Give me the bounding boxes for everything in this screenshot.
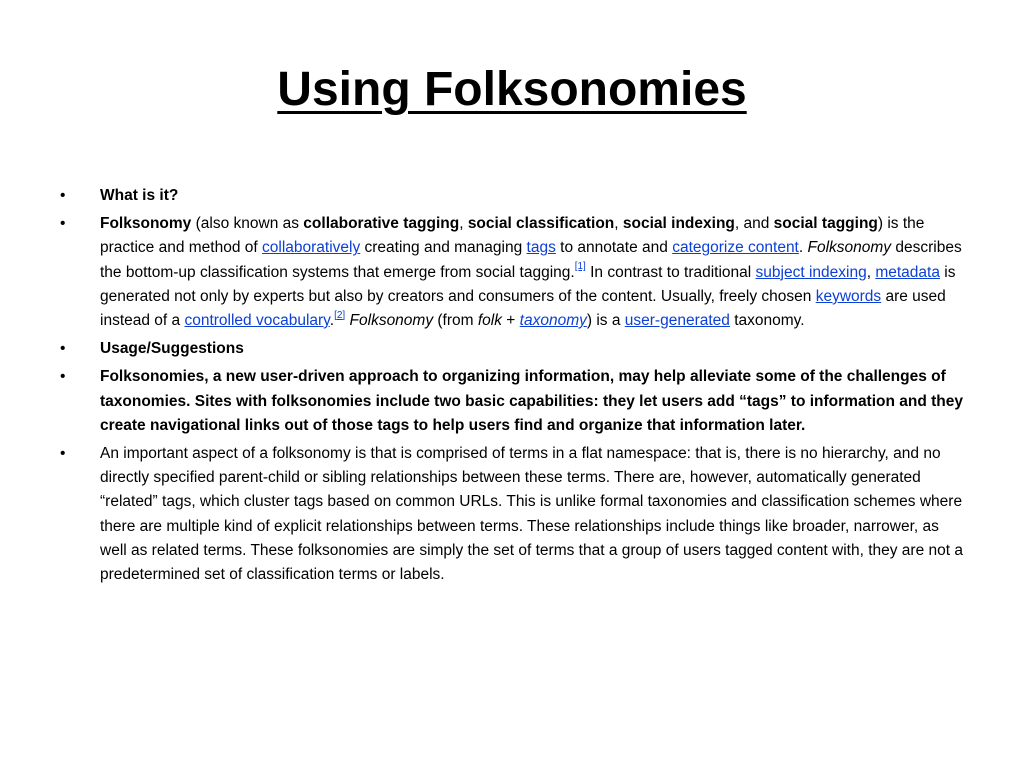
text-run: In contrast to traditional bbox=[585, 263, 756, 281]
term-folksonomy-italic: Folksonomy bbox=[349, 312, 434, 330]
bullet-icon: • bbox=[60, 215, 66, 233]
text-run: , bbox=[614, 215, 623, 233]
term-folksonomy: Folksonomy bbox=[100, 215, 192, 233]
text-run: ) is a bbox=[586, 312, 625, 330]
bullet-item-flat-namespace bbox=[60, 442, 965, 587]
bullet-text-flat-namespace: An important aspect of a folksonomy is that is comprised of terms in a flat namespace: that is, there is no hierarchy, and no directly specified parent-child or sibling relationships between these terms. There are, however, automatically generated “related” tags, which cluster tags based on common URLs. This is unlike formal taxonomies and classification schemes where there are multiple kind of explicit relationships between terms. These relationships include things like broader, narrower, as well as related terms. These folksonomies are simply the set of terms that a group of users tagged content with, they are not a predetermined set of classification terms or labels. bbox=[100, 445, 963, 584]
bullet-item-folksonomies-approach bbox=[60, 365, 965, 438]
bullet-heading-usage-suggestions: Usage/Suggestions bbox=[100, 340, 244, 358]
text-run: creating and managing bbox=[360, 239, 527, 257]
slide-title: Using Folksonomies bbox=[277, 63, 747, 116]
bullet-icon: • bbox=[60, 445, 66, 463]
text-run: taxonomy. bbox=[729, 312, 805, 330]
citation-link-2[interactable]: [2] bbox=[334, 309, 346, 321]
link-collaboratively[interactable]: collaboratively bbox=[262, 239, 361, 257]
term-social-indexing: social indexing bbox=[622, 215, 735, 233]
link-user-generated[interactable]: user-generated bbox=[624, 312, 730, 330]
text-run: are used instead of a bbox=[100, 287, 946, 330]
bullet-icon: • bbox=[60, 187, 66, 204]
bullet-item-usage-suggestions bbox=[60, 337, 965, 361]
text-run: ) is the practice and method of bbox=[100, 215, 925, 257]
link-metadata[interactable]: metadata bbox=[875, 263, 940, 281]
link-taxonomy[interactable]: taxonomy bbox=[519, 312, 587, 330]
link-categorize-content[interactable]: categorize content bbox=[672, 239, 799, 257]
bullet-heading-what-is-it: What is it? bbox=[100, 187, 179, 204]
term-folksonomy-italic: Folksonomy bbox=[807, 239, 892, 257]
text-run: describes the bottom-up classification systems that emerge from social tagging. bbox=[100, 239, 962, 281]
text-run: to annotate and bbox=[555, 239, 673, 257]
link-controlled-vocabulary[interactable]: controlled vocabulary bbox=[184, 312, 330, 330]
term-folk-italic: folk bbox=[477, 312, 502, 330]
link-subject-indexing[interactable]: subject indexing bbox=[755, 263, 867, 281]
text-run: , bbox=[459, 215, 468, 233]
text-run: , bbox=[866, 263, 876, 281]
bullet-icon: • bbox=[60, 368, 66, 386]
bullet-icon: • bbox=[60, 340, 66, 358]
text-run: , and bbox=[734, 215, 774, 233]
term-social-tagging: social tagging bbox=[773, 215, 878, 233]
link-keywords[interactable]: keywords bbox=[815, 287, 882, 305]
bullet-item-folksonomy-definition bbox=[60, 212, 965, 333]
term-collaborative-tagging: collaborative tagging bbox=[303, 215, 460, 233]
text-run: is generated not only by experts but also by creators and consumers of the content. Usually, freely chosen bbox=[100, 263, 956, 305]
text-run: + bbox=[502, 312, 520, 330]
bullet-list bbox=[60, 184, 965, 591]
text-run: . bbox=[798, 239, 808, 257]
term-social-classification: social classification bbox=[467, 215, 615, 233]
bullet-item-what-is-it bbox=[60, 184, 965, 208]
link-tags[interactable]: tags bbox=[526, 239, 556, 257]
text-run: . bbox=[329, 312, 335, 330]
text-run: (also known as bbox=[191, 215, 304, 233]
bullet-text-folksonomies-approach: Folksonomies, a new user-driven approach to organizing information, may help alleviate some of the challenges of taxonomies. Sites with folksonomies include two basic capabilities: they let users add “tags” to information and they create navigational links out of those tags to help users find and organize that information later. bbox=[100, 368, 964, 434]
text-run: (from bbox=[433, 312, 478, 330]
citation-link-1[interactable]: [1] bbox=[574, 261, 586, 273]
